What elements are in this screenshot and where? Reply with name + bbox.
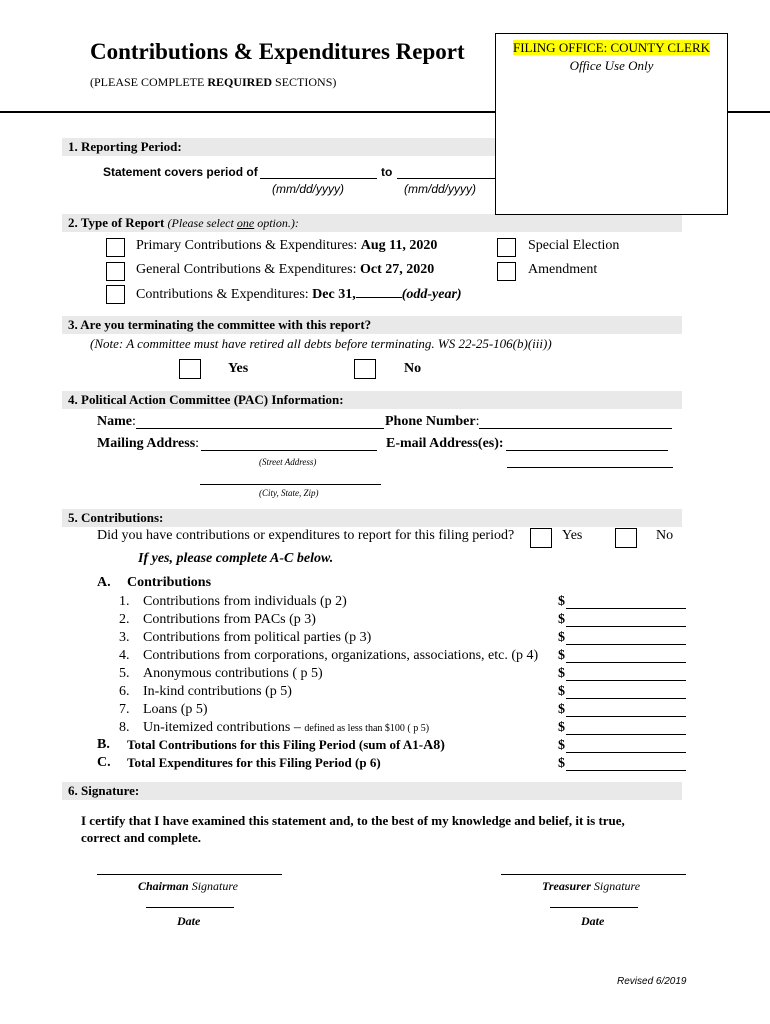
amount-field[interactable] [566,608,686,609]
amount-field[interactable] [566,698,686,699]
dollar-sign: $ [558,630,565,645]
treasurer-signature-field[interactable] [501,874,686,875]
amount-field[interactable] [566,680,686,681]
mailing-label: Mailing Address: [97,436,200,451]
date-format-hint-2: (mm/dd/yyyy) [404,182,476,196]
office-use-only: Office Use Only [569,58,654,73]
treasurer-date-label: Date [581,914,605,928]
section-2-heading: 2. Type of Report (Please select one option.): [68,215,299,230]
phone-label: Phone Number: [385,414,480,429]
filing-office-label: FILING OFFICE: COUNTY CLERK [512,40,711,55]
contribution-item-number: 8. [119,720,130,735]
contribution-item-number: 7. [119,702,130,717]
contribution-item-label: Un-itemized contributions – defined as less than $100 ( p 5) [143,720,430,735]
odd-year-field[interactable] [356,285,402,298]
chairman-signature-field[interactable] [97,874,282,875]
amount-field[interactable] [566,626,686,627]
revised-date: Revised 6/2019 [617,976,687,987]
chairman-signature-label: Chairman Signature [138,879,238,893]
checkbox-general[interactable] [106,262,125,281]
contributions-instruction: If yes, please complete A-C below. [138,551,334,566]
contrib-no-label: No [656,528,674,543]
dollar-sign: $ [558,702,565,717]
email-field-2[interactable] [507,467,673,468]
email-label: E-mail Address(es): [386,436,504,451]
checkbox-contrib-yes[interactable] [530,528,552,548]
certification-line-2: correct and complete. [81,830,201,845]
contribution-item-label: Contributions from PACs (p 3) [143,612,316,627]
checkbox-annual[interactable] [106,285,125,304]
checkbox-amendment[interactable] [497,262,516,281]
section-3-heading: 3. Are you terminating the committee with this report? [68,317,372,332]
amount-field[interactable] [566,644,686,645]
name-field[interactable] [136,428,384,429]
total-expenditures-label: Total Expenditures for this Filing Period (p 6) [127,755,381,770]
page-subtitle: (PLEASE COMPLETE REQUIRED SECTIONS) [90,75,337,89]
terminate-yes-label: Yes [228,361,249,376]
terminate-no-label: No [404,361,422,376]
city-state-zip-hint: (City, State, Zip) [259,488,319,498]
period-to: to [381,165,393,179]
option-special-election: Special Election [528,238,620,253]
dollar-sign: $ [558,684,565,699]
dollar-sign: $ [558,594,565,609]
section-5-heading: 5. Contributions: [68,510,164,525]
period-end-field[interactable] [397,178,495,179]
checkbox-primary[interactable] [106,238,125,257]
section-c-letter: C. [97,755,111,770]
dollar-sign: $ [558,756,565,771]
contribution-item-number: 3. [119,630,130,645]
section-a-letter: A. [97,575,111,590]
certification-line-1: I certify that I have examined this statement and, to the best of my knowledge and belief, it is true, [81,813,625,828]
checkbox-special-election[interactable] [497,238,516,257]
page-title: Contributions & Expenditures Report [90,39,465,64]
chairman-date-label: Date [177,914,201,928]
contribution-item-label: In-kind contributions (p 5) [143,684,292,699]
option-primary: Primary Contributions & Expenditures: Aug 11, 2020 [136,238,438,253]
dollar-sign: $ [558,738,565,753]
contribution-item-number: 5. [119,666,130,681]
section-6-heading: 6. Signature: [68,783,140,798]
checkbox-contrib-no[interactable] [615,528,637,548]
contribution-item-label: Contributions from political parties (p 3) [143,630,372,645]
section-b-letter: B. [97,737,110,752]
amount-field[interactable] [566,752,686,753]
city-state-zip-field[interactable] [200,484,381,485]
option-amendment: Amendment [528,262,598,277]
amount-field[interactable] [566,770,686,771]
phone-field[interactable] [479,428,672,429]
section-a-heading: Contributions [127,575,212,590]
amount-field[interactable] [566,662,686,663]
section-6-bar [62,782,682,800]
treasurer-signature-label: Treasurer Signature [542,879,641,893]
amount-field[interactable] [566,734,686,735]
date-format-hint-1: (mm/dd/yyyy) [272,182,344,196]
street-address-hint: (Street Address) [259,457,317,467]
amount-field[interactable] [566,716,686,717]
contrib-yes-label: Yes [562,528,583,543]
dollar-sign: $ [558,612,565,627]
treasurer-date-field[interactable] [550,907,638,908]
section-4-heading: 4. Political Action Committee (PAC) Information: [68,392,344,407]
checkbox-terminate-yes[interactable] [179,359,201,379]
period-label: Statement covers period of [103,165,258,179]
contribution-item-number: 1. [119,594,130,609]
checkbox-terminate-no[interactable] [354,359,376,379]
contribution-item-number: 4. [119,648,130,663]
contributions-question: Did you have contributions or expenditures to report for this filing period? [97,528,515,543]
option-general: General Contributions & Expenditures: Oct 27, 2020 [136,262,435,277]
contribution-item-number: 6. [119,684,130,699]
dollar-sign: $ [558,666,565,681]
contribution-item-label: Loans (p 5) [143,702,208,717]
filing-office-box [495,33,728,215]
period-start-field[interactable] [260,178,377,179]
contribution-item-label: Contributions from individuals (p 2) [143,594,347,609]
section-1-heading: 1. Reporting Period: [68,139,182,154]
mailing-address-field[interactable] [201,450,377,451]
email-field-1[interactable] [506,450,668,451]
name-label: Name: [97,414,136,429]
total-contributions-label: Total Contributions for this Filing Period (sum of A1-A8) [127,737,445,753]
contribution-item-label: Anonymous contributions ( p 5) [143,666,323,681]
termination-note: (Note: A committee must have retired all debts before terminating. WS 22-25-106(b)(iii)) [90,336,552,351]
option-annual: Contributions & Expenditures: Dec 31, (odd-year) [136,287,462,302]
dollar-sign: $ [558,720,565,735]
dollar-sign: $ [558,648,565,663]
contribution-item-number: 2. [119,612,130,627]
contribution-item-label: Contributions from corporations, organizations, associations, etc. (p 4) [143,648,539,663]
chairman-date-field[interactable] [146,907,234,908]
